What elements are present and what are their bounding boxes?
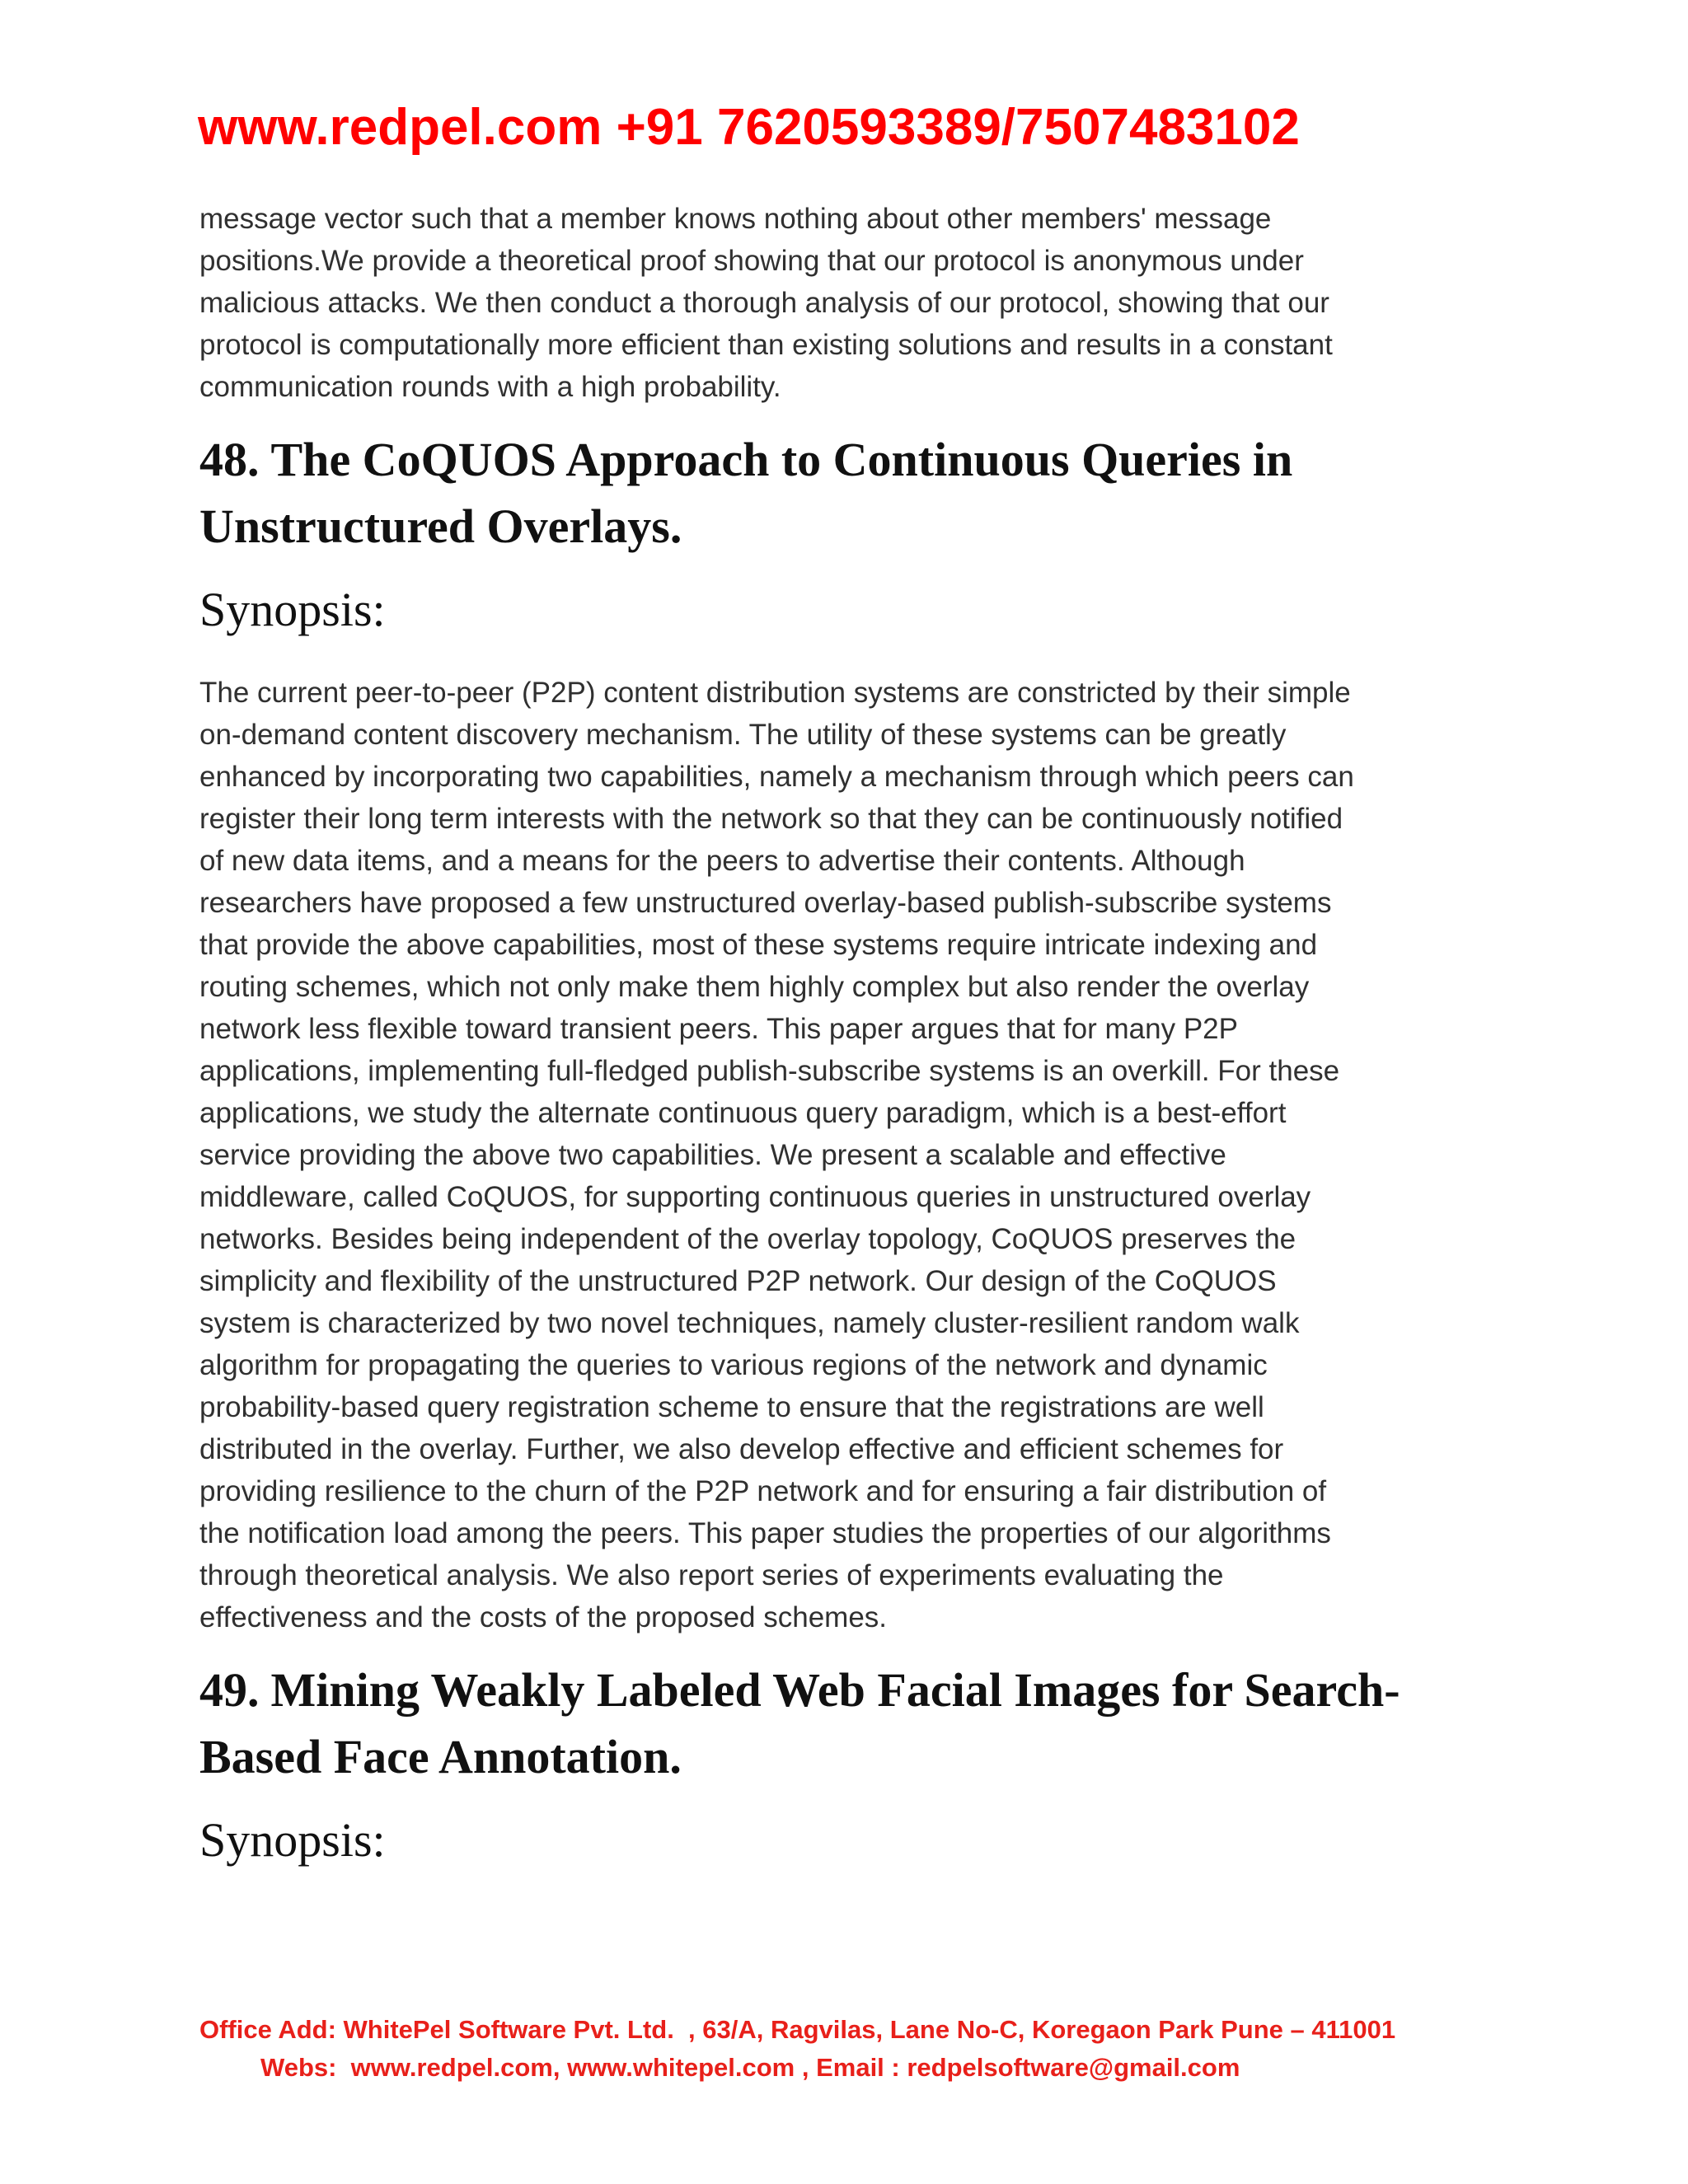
heading-line: Based Face Annotation. (199, 1730, 682, 1783)
intro-paragraph (199, 198, 1518, 408)
heading-text: Mining Weakly Labeled Web Facial Images for Search- (270, 1663, 1400, 1717)
page-content (199, 198, 1518, 1869)
heading-line: Unstructured Overlays. (199, 499, 682, 553)
paragraph-line: system is characterized by two novel techniques, namely cluster-resilient random walk (199, 1307, 1300, 1339)
paragraph-line: distributed in the overlay. Further, we also develop effective and efficient schemes for (199, 1433, 1284, 1465)
paragraph-line: algorithm for propagating the queries to various regions of the network and dynamic (199, 1349, 1268, 1381)
paragraph-line: on-demand content discovery mechanism. The utility of these systems can be greatly (199, 719, 1287, 751)
paragraph-line: enhanced by incorporating two capabilities, namely a mechanism through which peers can (199, 761, 1354, 793)
footer-office-address: Office Add: WhitePel Software Pvt. Ltd. , 63/A, Ragvilas, Lane No-C, Koregaon Park Pune – 411001 (199, 2015, 1396, 2044)
section-49-heading (199, 1657, 1518, 1790)
paragraph-line: communication rounds with a high probability. (199, 371, 781, 403)
paragraph-line: probability-based query registration scheme to ensure that the registrations are well (199, 1391, 1264, 1423)
paragraph-line: of new data items, and a means for the peers to advertise their contents. Although (199, 845, 1245, 877)
paragraph-line: networks. Besides being independent of the overlay topology, CoQUOS preserves the (199, 1223, 1296, 1255)
section-number: 48. (199, 433, 260, 486)
section-48-heading (199, 426, 1518, 560)
heading-text: The CoQUOS Approach to Continuous Queries in (270, 433, 1293, 486)
section-49-synopsis-label: Synopsis: (199, 1813, 386, 1867)
paragraph-line: malicious attacks. We then conduct a thorough analysis of our protocol, showing that our (199, 287, 1329, 319)
paragraph-line: applications, implementing full-fledged publish-subscribe systems is an overkill. For these (199, 1055, 1340, 1087)
paragraph-line: through theoretical analysis. We also report series of experiments evaluating the (199, 1559, 1224, 1591)
paragraph-line: simplicity and flexibility of the unstructured P2P network. Our design of the CoQUOS (199, 1265, 1277, 1297)
paragraph-line: researchers have proposed a few unstructured overlay-based publish-subscribe systems (199, 887, 1332, 919)
paragraph-line: providing resilience to the churn of the P2P network and for ensuring a fair distribution of (199, 1475, 1327, 1507)
header-contact-line: www.redpel.com +91 7620593389/7507483102 (198, 99, 1300, 156)
footer-websites-email: Webs: www.redpel.com, www.whitepel.com , Email : redpelsoftware@gmail.com (260, 2053, 1240, 2082)
paragraph-line: positions.We provide a theoretical proof showing that our protocol is anonymous under (199, 245, 1304, 277)
heading-line (199, 1657, 1518, 1723)
paragraph-line: service providing the above two capabilities. We present a scalable and effective (199, 1139, 1226, 1171)
paragraph-line: network less flexible toward transient peers. This paper argues that for many P2P (199, 1013, 1238, 1045)
section-48-synopsis-body (199, 672, 1518, 1638)
paragraph-line: applications, we study the alternate continuous query paradigm, which is a best-effort (199, 1097, 1287, 1129)
heading-line (199, 426, 1518, 493)
paragraph-line: protocol is computationally more efficient than existing solutions and results in a constant (199, 329, 1333, 361)
paragraph-line: that provide the above capabilities, most of these systems require intricate indexing and (199, 929, 1318, 961)
paragraph-line: effectiveness and the costs of the proposed schemes. (199, 1601, 888, 1633)
paragraph-line: routing schemes, which not only make them highly complex but also render the overlay (199, 971, 1310, 1003)
paragraph-line: middleware, called CoQUOS, for supporting continuous queries in unstructured overlay (199, 1181, 1311, 1213)
paragraph-line: the notification load among the peers. This paper studies the properties of our algorithms (199, 1517, 1331, 1549)
paragraph-line: message vector such that a member knows nothing about other members' message (199, 203, 1272, 235)
section-48-synopsis-label: Synopsis: (199, 583, 386, 636)
paragraph-line: The current peer-to-peer (P2P) content distribution systems are constricted by their simple (199, 677, 1351, 709)
paragraph-line: register their long term interests with the network so that they can be continuously notified (199, 803, 1343, 835)
section-number: 49. (199, 1663, 260, 1717)
